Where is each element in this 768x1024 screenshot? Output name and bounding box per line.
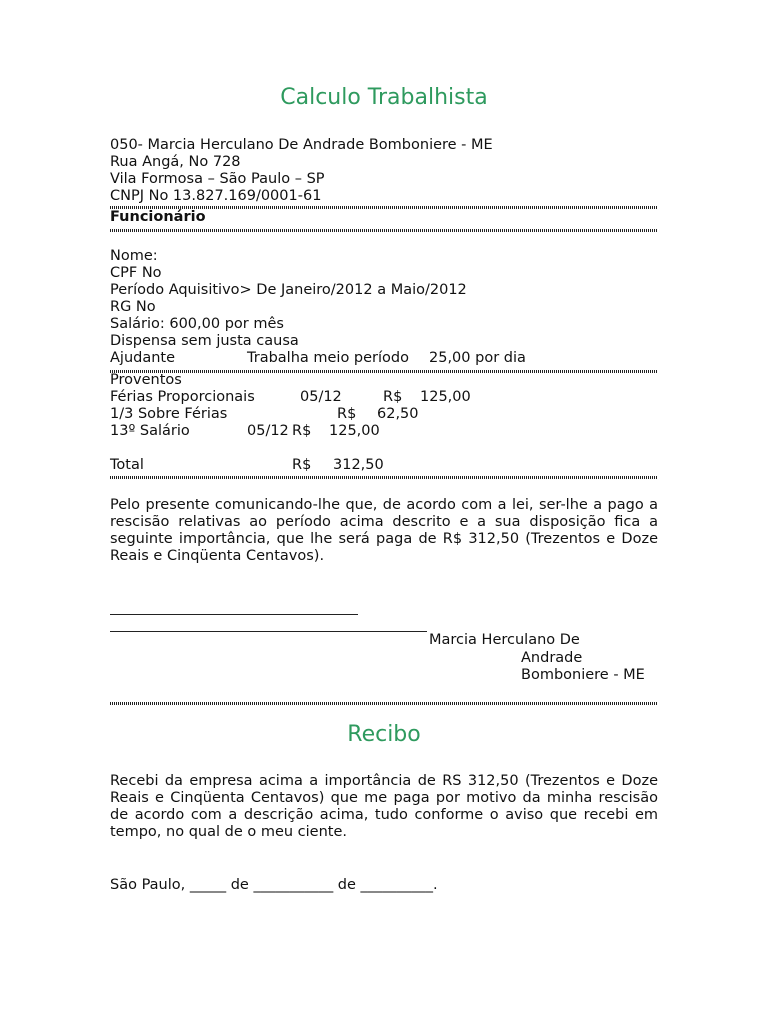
company-cnpj: CNPJ No 13.827.169/0001-61 — [110, 188, 322, 204]
notice-paragraph: Pelo presente comunicando-lhe que, de acordo com a lei, ser-lhe a pago a rescisão relativas ao período acima descrito e a sua disposição fica a seguinte importância, que lhe será paga de R$ 312,50 (Trezentos e Doze Reais e Cinqüenta Centavos). — [110, 497, 658, 564]
dismissal-type: Dispensa sem justa causa — [110, 333, 299, 349]
provento-row-label: 13º Salário — [110, 423, 190, 439]
provento-row-currency: R$ — [292, 423, 312, 439]
total-currency: R$ — [292, 457, 312, 473]
receipt-date-line: São Paulo, _____ de ___________ de __________. — [110, 877, 438, 893]
total-amount: 312,50 — [333, 457, 384, 473]
document-title: Calculo Trabalhista — [280, 85, 488, 110]
company-name: 050- Marcia Herculano De Andrade Bomboniere - ME — [110, 137, 493, 153]
company-address: Rua Angá, No 728 — [110, 154, 241, 170]
signature-name-line3: Bomboniere - ME — [521, 667, 645, 683]
provento-row-amount: 125,00 — [329, 423, 380, 439]
employee-section-label: Funcionário — [110, 209, 206, 225]
provento-row-label: 1/3 Sobre Férias — [110, 406, 228, 422]
employee-salary: Salário: 600,00 por mês — [110, 316, 284, 332]
divider — [110, 702, 658, 705]
signature-name-line1: Marcia Herculano De — [429, 632, 580, 648]
employee-cpf-label: CPF No — [110, 265, 162, 281]
signature-line-employer — [110, 631, 427, 632]
provento-row-amount: 125,00 — [420, 389, 471, 405]
provento-row-label: Férias Proporcionais — [110, 389, 255, 405]
employee-name-label: Nome: — [110, 248, 158, 264]
provento-row-amount: 62,50 — [377, 406, 419, 422]
acquisition-period: Período Aquisitivo> De Janeiro/2012 a Maio/2012 — [110, 282, 467, 298]
employee-role-note: Trabalha meio período — [247, 350, 409, 366]
provento-row-currency: R$ — [337, 406, 357, 422]
employee-role: Ajudante — [110, 350, 176, 366]
receipt-paragraph: Recebi da empresa acima a importância de RS 312,50 (Trezentos e Doze Reais e Cinqüenta Centavos) que me paga por motivo da minha rescisão de acordo com a descrição acima, tudo conforme o aviso que recebi em tempo, no qual de o meu ciente. — [110, 773, 658, 840]
proventos-label: Proventos — [110, 372, 182, 388]
receipt-title: Recibo — [347, 722, 421, 747]
divider — [110, 370, 658, 373]
employee-role-rate: 25,00 por dia — [429, 350, 526, 366]
divider — [110, 229, 658, 232]
company-district: Vila Formosa – São Paulo – SP — [110, 171, 325, 187]
provento-row-currency: R$ — [383, 389, 403, 405]
signature-line-employee — [110, 614, 358, 615]
total-label: Total — [110, 457, 144, 473]
signature-name-line2: Andrade — [521, 650, 583, 666]
divider — [110, 476, 658, 479]
provento-row-fraction: 05/12 — [247, 423, 289, 439]
provento-row-fraction: 05/12 — [300, 389, 342, 405]
employee-rg-label: RG No — [110, 299, 156, 315]
